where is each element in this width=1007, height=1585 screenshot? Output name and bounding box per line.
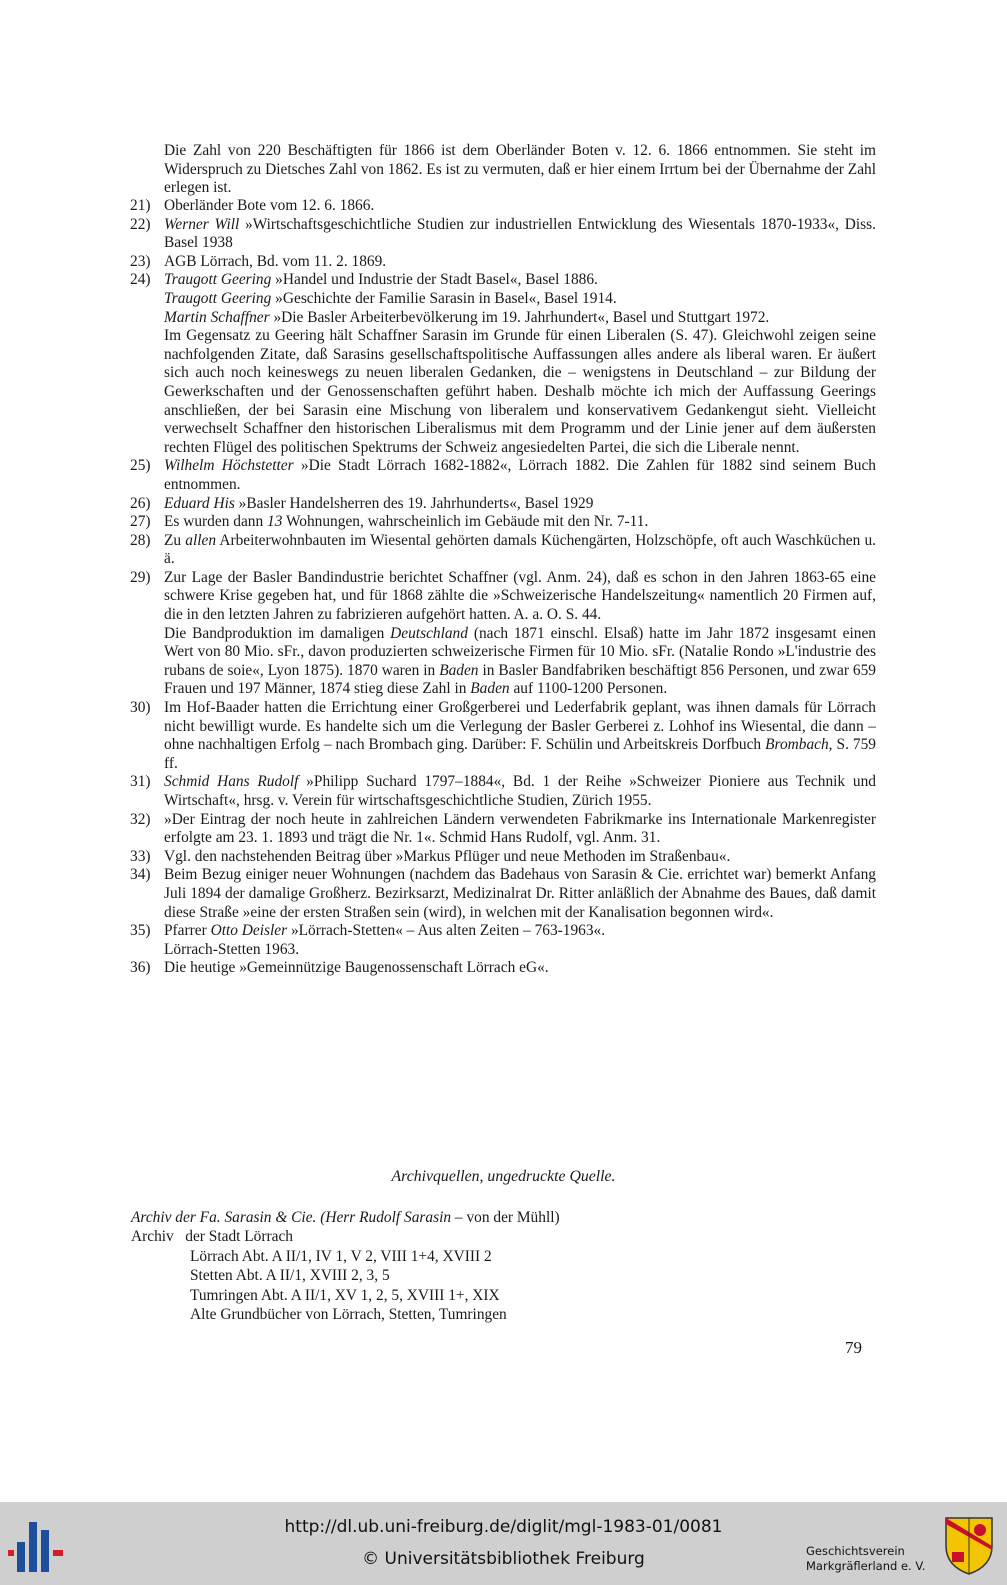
endnote-text: »Handel und Industrie der Stadt Basel«, Basel 1886. [271, 271, 598, 289]
endnote-paragraph [164, 866, 876, 922]
endnote [130, 495, 876, 514]
endnote [130, 959, 876, 978]
endnote-paragraph [164, 625, 876, 699]
endnote-text: Arbeiterwohnbauten im Wiesental gehörten damals Küchengärten, Holzschöpfe, oft auch Waschküchen u. ä. [164, 531, 877, 568]
endnote-text: Lörrach-Stetten 1963. [164, 940, 300, 958]
endnote-number: 26) [130, 494, 151, 512]
archive-item: Lörrach Abt. A II/1, IV 1, V 2, VIII 1+4, XVIII 2 [190, 1247, 492, 1265]
page-number: 79 [845, 1338, 862, 1357]
endnote-author: Baden [439, 661, 479, 679]
endnote [130, 513, 876, 532]
endnote [130, 699, 876, 773]
archive-entry-sarasin-rest: – von der Mühll) [451, 1209, 560, 1226]
endnote-text: »Die Basler Arbeiterbevölkerung im 19. Jahrhundert«, Basel und Stuttgart 1972. [269, 308, 770, 326]
archive-item: Stetten Abt. A II/1, XVIII 2, 3, 5 [190, 1267, 390, 1285]
endnote-paragraph [164, 941, 876, 960]
endnote [130, 866, 876, 922]
footer-bar [0, 1502, 1007, 1585]
source-url-link[interactable]: http://dl.ub.uni-freiburg.de/diglit/mgl-1983-01/0081 [284, 1517, 723, 1537]
endnote-text: Im Hof-Baader hatten die Errichtung einer Großgerberei und Lederfabrik geplant, was ihnen damals für Lörrach nicht bewilligt wurde. Es handelte sich um die Verlegung der Basler Gerberei z. Lohhof ins Wiesental, die dann – ohne nachhaltigen Erfolg – nach Brombach ging. Darüber: F. Schülin und Arbeitskreis Dorfbuch [164, 699, 876, 754]
endnote-paragraph [164, 848, 876, 867]
endnote-paragraph [164, 216, 876, 253]
endnote-author: Deutschland [390, 624, 468, 642]
society-name-line2: Markgräflerland e. V. [806, 1559, 926, 1573]
archive-item: Alte Grundbücher von Lörrach, Stetten, Tumringen [190, 1306, 507, 1324]
endnote [130, 197, 876, 216]
endnote-paragraph [164, 699, 876, 773]
endnote-paragraph [164, 532, 876, 569]
endnote-text: »Basler Handelsherren des 19. Jahrhunderts«, Basel 1929 [234, 494, 594, 512]
endnote-text: Im Gegensatz zu Geering hält Schaffner Sarasin im Grunde für einen Liberalen (S. 47). Gleichwohl zeigen seine nachfolgenden Zitate, daß Sarasins gesellschaftspolitische Auffassungen alles andere als liberal waren. Er äußert sich auch noch keineswegs zu neuen liberalen Gedanken, die – wenigstens in Deutschland – zur Bildung der Gewerkschaften und der Genossenschaften geführt haben. Deshalb möchte ich mich der Auffassung Geerings anschließen, der bei Sarasin eine Mischung von liberalem und konservativem Gedankengut sieht. Vielleicht verwechselt Schaffner den historischen Liberalismus mit dem Programm und der Linie jener auf dem äußersten rechten Flügel des politischen Spektrums der Schweiz angesiedelten Partei, die sich die Liberale nennt. [164, 327, 876, 456]
archive-entry-loerrach: Archiv der Stadt Lörrach [131, 1228, 293, 1246]
endnote-number: 36) [130, 959, 151, 977]
archive-entry-sarasin-title: Archiv der Fa. Sarasin & Cie. (Herr Rudolf Sarasin [131, 1209, 452, 1226]
endnote-paragraph [164, 811, 876, 848]
endnote-author: Martin Schaffner [164, 308, 270, 326]
endnote-paragraph [164, 271, 876, 290]
endnote-author: Eduard His [164, 494, 235, 512]
endnote [130, 811, 876, 848]
endnote-author: Werner Will [164, 215, 240, 233]
endnote [130, 457, 876, 494]
endnote-paragraph [164, 773, 876, 810]
endnote-text: Zu [164, 531, 186, 549]
endnote-text: , S. 759 ff. [164, 736, 876, 772]
endnote [130, 216, 876, 253]
endnote-text: »Lörrach-Stetten« – Aus alten Zeiten – 763-1963«. [287, 922, 606, 940]
endnote-author: allen [185, 531, 217, 549]
endnote-paragraph [164, 513, 876, 532]
endnote-author: Brombach [765, 736, 829, 754]
endnote-number: 23) [130, 252, 151, 270]
endnote [130, 569, 876, 699]
note-20-continuation: Die Zahl von 220 Beschäftigten für 1866 ist dem Oberländer Boten v. 12. 6. 1866 entnommen. Sie steht im Widerspruch zu Dietsches Zahl von 1862. Es ist zu vermuten, daß er hier einem Irrtum bei der Übernahme der Zahl erlegen ist. [164, 142, 876, 197]
coat-of-arms-icon [944, 1516, 994, 1576]
endnote [130, 532, 876, 569]
endnote-author: Baden [470, 680, 510, 698]
endnote-paragraph [164, 569, 876, 625]
endnote-author: Traugott Geering [164, 271, 272, 289]
endnote-paragraph [164, 959, 876, 978]
endnote-text: »Philipp Suchard 1797–1884«, Bd. 1 der Reihe »Schweizer Pioniere aus Technik und Wirtschaft«, hrsg. v. Verein für wirtschaftsgeschichtliche Studien, Zürich 1955. [164, 773, 876, 809]
archive-item: Tumringen Abt. A II/1, XV 1, 2, 5, XVIII 1+, XIX [190, 1286, 500, 1304]
endnotes-list [130, 197, 876, 978]
copyright-text: © Universitätsbibliothek Freiburg [362, 1549, 645, 1569]
endnote-author: 13 [267, 513, 283, 531]
endnote-text: in Basler Bandfabriken beschäftigt 856 Personen, und zwar 659 Frauen und 197 Männer, 1874 stieg diese Zahl in [164, 661, 876, 698]
endnote-paragraph [164, 922, 876, 941]
endnote-number: 24) [130, 271, 151, 289]
endnote-number: 35) [130, 922, 151, 940]
endnote [130, 773, 876, 810]
endnote-text: »Der Eintrag der noch heute in zahlreichen Ländern verwendeten Fabrikmarke ins Internationale Markenregister erfolgte am 23. 1. 1893 und trägt die Nr. 1«. Schmid Hans Rudolf, vgl. Anm. 31. [164, 810, 876, 847]
endnote-text: Zur Lage der Basler Bandindustrie berichtet Schaffner (vgl. Anm. 24), daß es schon in den Jahren 1863-65 eine schwere Krise gegeben hat, und für 1868 zählte die »Schweizerische Handelszeitung« namentlich 20 Firmen auf, die in den letzten Jahren zu fabrizieren aufgehört hatten. A. a. O. S. 44. [164, 568, 876, 624]
endnote [130, 848, 876, 867]
endnote-text: Es wurden dann [164, 513, 268, 531]
endnote-number: 30) [130, 699, 151, 717]
endnote-number: 34) [130, 866, 151, 884]
endnote [130, 253, 876, 272]
archive-entry-sarasin [131, 1208, 877, 1227]
endnote-number: 22) [130, 215, 151, 233]
endnote-text: auf 1100-1200 Personen. [509, 680, 668, 698]
endnote-text: Vgl. den nachstehenden Beitrag über »Markus Pflüger und neue Methoden im Straßenbau«. [164, 847, 731, 865]
endnote-text: Pfarrer [164, 922, 211, 940]
endnote-paragraph [164, 457, 876, 494]
society-name [806, 1544, 925, 1574]
endnote-paragraph [164, 290, 876, 309]
endnote-text: Wohnungen, wahrscheinlich im Gebäude mit den Nr. 7-11. [282, 513, 649, 531]
endnote-number: 33) [130, 847, 151, 865]
endnote-number: 27) [130, 513, 151, 531]
endnote-author: Schmid Hans Rudolf [164, 773, 299, 791]
endnote-text: »Geschichte der Familie Sarasin in Basel«, Basel 1914. [271, 289, 617, 307]
archive-list [131, 1208, 877, 1324]
endnote-text: (nach 1871 einschl. Elsaß) hatte im Jahr 1872 insgesamt einen Wert von 80 Mio. sFr., davon produzierten schweizerische Firmen für 10 Mio. sFr. (Natalie Rondo »L'industrie des rubans de soie«, Lyon 1875). 1870 waren in [164, 624, 876, 679]
endnote-number: 21) [130, 197, 151, 214]
archive-heading: Archivquellen, ungedruckte Quelle. [391, 1168, 616, 1185]
endnote-author: Traugott Geering [164, 289, 272, 307]
endnote-text: Die Bandproduktion im damaligen [164, 624, 391, 642]
endnote-text: »Die Stadt Lörrach 1682-1882«, Lörrach 1882. Die Zahlen für 1882 sind seinem Buch entnommen. [164, 457, 877, 493]
endnote-author: Wilhelm Höchstetter [164, 457, 294, 475]
endnote-text: AGB Lörrach, Bd. vom 11. 2. 1869. [164, 252, 387, 270]
endnote-paragraph [164, 495, 876, 514]
endnote [130, 271, 876, 457]
endnote-text: Beim Bezug einiger neuer Wohnungen (nachdem das Badehaus von Sarasin & Cie. errichtet war) bemerkt Anfang Juli 1894 der damalige Großherz. Bezirksarzt, Medizinalrat Dr. Ritter anläßlich der Abnahme des Baues, daß damit diese Straße »eine der ersten Straßen sein (wird), in welchen mit der Kanalisation begonnen wird«. [164, 866, 876, 921]
endnote-paragraph [164, 309, 876, 328]
endnote-number: 29) [130, 568, 151, 586]
endnote-paragraph [164, 197, 876, 216]
society-name-line1: Geschichtsverein [806, 1544, 905, 1558]
endnote-paragraph [164, 253, 876, 272]
endnote-number: 31) [130, 773, 151, 791]
endnote-number: 28) [130, 531, 151, 549]
endnote [130, 922, 876, 959]
endnote-text: Oberländer Bote vom 12. 6. 1866. [164, 197, 375, 214]
endnote-number: 32) [130, 810, 151, 828]
endnote-text: »Wirtschaftsgeschichtliche Studien zur industriellen Entwicklung des Wiesentals 1870-1933«, Diss. Basel 1938 [164, 215, 876, 252]
endnote-author: Otto Deisler [210, 922, 288, 940]
endnote-text: Die heutige »Gemeinnützige Baugenossenschaft Lörrach eG«. [164, 959, 549, 977]
endnote-number: 25) [130, 457, 151, 475]
endnote-paragraph [164, 327, 876, 457]
